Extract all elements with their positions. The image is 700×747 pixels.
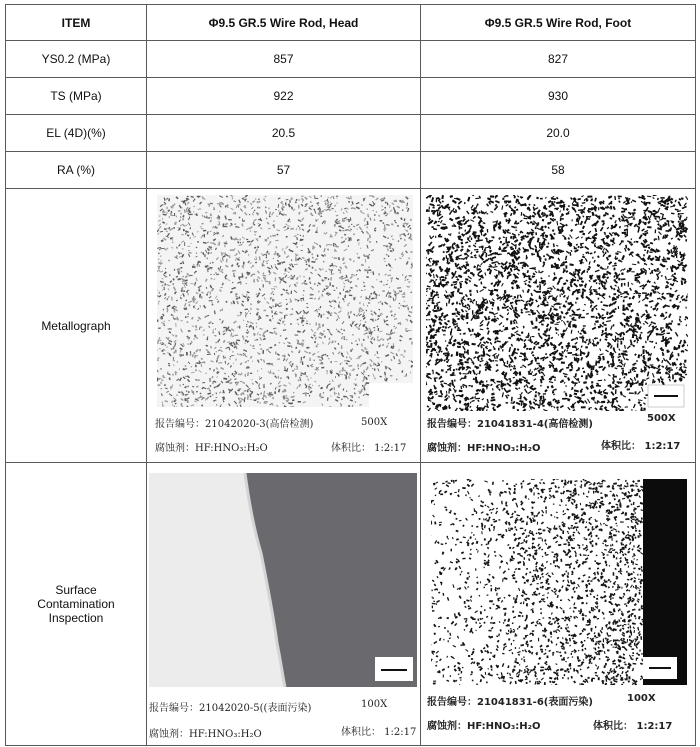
surface-label xyxy=(6,463,147,746)
surface-label-line3: Inspection xyxy=(48,611,104,625)
metallograph-head-report: 报告编号：21042020-3(高倍检测) xyxy=(155,419,314,430)
surface-foot-image xyxy=(431,479,687,685)
surface-head-etchant: 腐蚀剂：HF:HNO₃:H₂O xyxy=(149,729,262,740)
surface-head-ratio: 体积比： 1:2:17 xyxy=(341,727,417,738)
row-head-value: 20.5 xyxy=(147,115,421,152)
metallograph-foot-ratio: 体积比： 1:2:17 xyxy=(601,441,681,452)
surface-foot-magnification: 100X xyxy=(627,693,656,704)
surface-foot-cell xyxy=(421,463,696,746)
header-head: Φ9.5 GR.5 Wire Rod, Head xyxy=(147,5,421,41)
row-head-value: 57 xyxy=(147,152,421,189)
metallograph-foot-magnification: 500X xyxy=(647,413,676,424)
row-head-value: 922 xyxy=(147,78,421,115)
surface-foot-ratio: 体积比： 1:2:17 xyxy=(593,721,673,732)
row-foot-value: 20.0 xyxy=(421,115,696,152)
table-row xyxy=(6,152,696,189)
test-results-table xyxy=(5,4,696,746)
row-label: EL (4D)(%) xyxy=(6,115,147,152)
metallograph-head-etchant: 腐蚀剂：HF:HNO₃:H₂O xyxy=(155,443,268,454)
surface-head-image xyxy=(149,473,417,687)
metallograph-head-svg xyxy=(157,195,413,407)
row-foot-value: 827 xyxy=(421,41,696,78)
metallograph-label: Metallograph xyxy=(6,189,147,463)
surface-head-magnification: 100X xyxy=(361,699,388,710)
row-foot-value: 58 xyxy=(421,152,696,189)
surface-label-line1: Surface xyxy=(55,583,97,597)
metallograph-foot-cell xyxy=(421,189,696,463)
row-head-value: 857 xyxy=(147,41,421,78)
metallograph-head-cell xyxy=(147,189,421,463)
surface-foot-report: 报告编号：21041831-6(表面污染) xyxy=(427,697,593,708)
metallograph-foot-image xyxy=(426,195,688,411)
header-foot: Φ9.5 GR.5 Wire Rod, Foot xyxy=(421,5,696,41)
header-row xyxy=(6,5,696,41)
surface-head-report: 报告编号：21042020-5((表面污染) xyxy=(149,703,312,714)
metallograph-head-magnification: 500X xyxy=(361,417,388,428)
row-foot-value: 930 xyxy=(421,78,696,115)
table-row xyxy=(6,78,696,115)
metallograph-row xyxy=(6,189,696,463)
surface-row xyxy=(6,463,696,746)
metallograph-foot-report: 报告编号：21041831-4(高倍检测) xyxy=(427,419,593,430)
surface-label-line2: Contamination xyxy=(37,597,115,611)
metallograph-foot-svg xyxy=(426,195,688,411)
table-row xyxy=(6,41,696,78)
row-label: TS (MPa) xyxy=(6,78,147,115)
surface-head-cell xyxy=(147,463,421,746)
metallograph-foot-etchant: 腐蚀剂：HF:HNO₃:H₂O xyxy=(427,443,541,454)
surface-head-svg xyxy=(149,473,417,687)
row-label: RA (%) xyxy=(6,152,147,189)
metallograph-head-ratio: 体积比： 1:2:17 xyxy=(331,443,407,454)
surface-foot-etchant: 腐蚀剂：HF:HNO₃:H₂O xyxy=(427,721,541,732)
row-label: YS0.2 (MPa) xyxy=(6,41,147,78)
surface-foot-svg xyxy=(431,479,687,685)
metallograph-head-image xyxy=(157,195,413,407)
table-row xyxy=(6,115,696,152)
header-item: ITEM xyxy=(6,5,147,41)
